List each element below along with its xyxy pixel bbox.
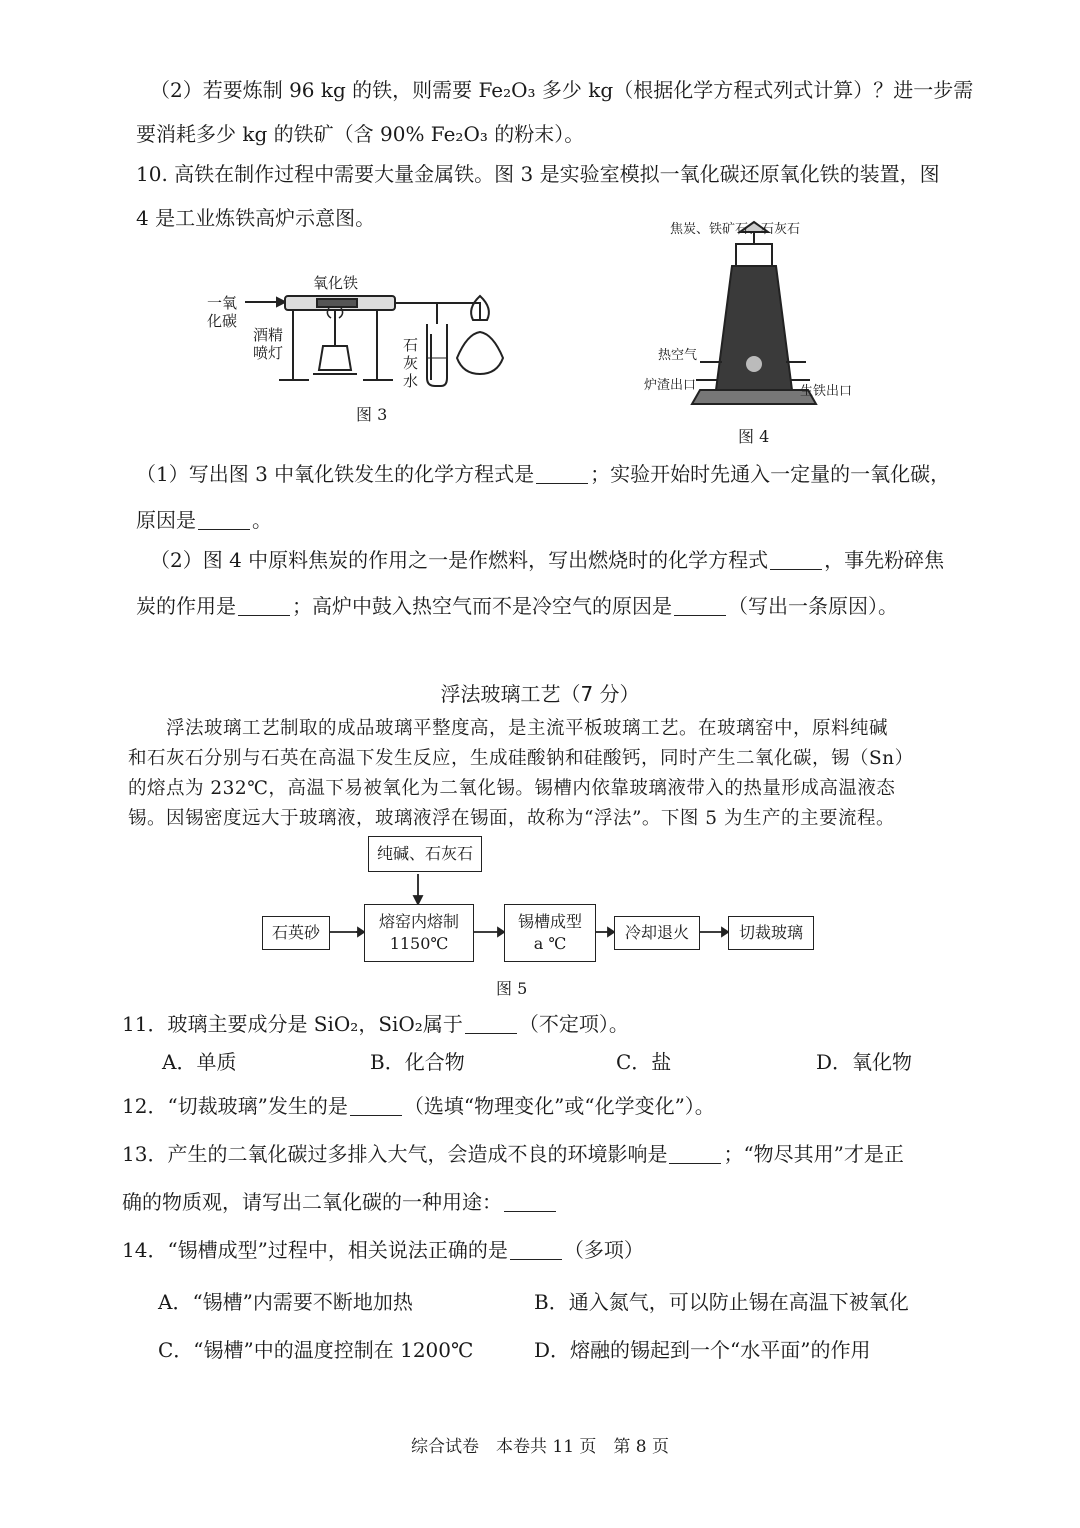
fig4-label-slag-outlet: 炉渣出口 [644, 378, 697, 393]
q11-stem [122, 1010, 629, 1038]
q9-part2-line1: （2）若要炼制 96 kg 的铁，则需要 Fe₂O₃ 多少 kg（根据化学方程式列式计算）？进一步需 [150, 78, 974, 102]
q12-text-a: 12．“切裁玻璃”发生的是 [122, 1094, 348, 1118]
q14-option-d[interactable]: D．熔融的锡起到一个“水平面”的作用 [534, 1338, 871, 1362]
q10-part2-text-c: 炭的作用是 [136, 594, 236, 618]
q9-part2-line2: 要消耗多少 kg 的铁矿（含 90% Fe₂O₃ 的粉末）。 [136, 122, 585, 146]
fig3-label-limewater-3: 水 [403, 372, 419, 390]
answer-blank[interactable] [465, 1013, 517, 1034]
flow-box-tin-bath-label: 锡槽成型 [517, 912, 582, 931]
page-footer: 综合试卷 本卷共 11 页 第 8 页 [410, 1437, 670, 1457]
fig3-label-co-line1: 一氧 [207, 294, 238, 312]
flow-box-cutting: 切裁玻璃 [728, 916, 814, 950]
q10-part2-line2 [136, 592, 898, 620]
q10-part1-text-d: 。 [252, 508, 272, 532]
q11-option-b[interactable]: B．化合物 [370, 1050, 465, 1074]
q10-stem-line1: 10. 高铁在制作过程中需要大量金属铁。图 3 是实验室模拟一氧化碳还原氧化铁的装置，图 [136, 162, 940, 186]
fig4-label-iron-outlet: 生铁出口 [800, 384, 853, 399]
fig3-label-limewater-2: 灰 [403, 354, 419, 372]
answer-blank[interactable] [198, 509, 250, 530]
q10-part2-line1 [150, 546, 944, 574]
flow-box-tin-bath [504, 904, 596, 962]
answer-blank[interactable] [350, 1095, 402, 1116]
flow-box-kiln-temp: 1150℃ [389, 934, 449, 953]
flow-box-soda-limestone: 纯碱、石灰石 [368, 836, 482, 872]
q11-text-b: （不定项）。 [518, 1012, 629, 1036]
q10-part1-text-a: （1）写出图 3 中氧化铁发生的化学方程式是 [136, 462, 535, 486]
answer-blank[interactable] [674, 595, 726, 616]
fig3-caption: 图 3 [356, 405, 388, 424]
q14-option-b[interactable]: B．通入氮气，可以防止锡在高温下被氧化 [534, 1290, 909, 1314]
fig3-label-lamp-line1: 酒精 [253, 326, 284, 344]
q10-part1-line2 [136, 506, 272, 534]
q10-part2-text-e: （写出一条原因）。 [728, 594, 898, 618]
answer-blank[interactable] [504, 1191, 556, 1212]
answer-blank[interactable] [238, 595, 290, 616]
q10-part1-text-b: ；实验开始时先通入一定量的一氧化碳， [590, 462, 951, 486]
figure-3 [205, 262, 535, 402]
passage-line-4: 锡。因锡密度远大于玻璃液，玻璃液浮在锡面，故称为“浮法”。下图 5 为生产的主要流程。 [128, 808, 895, 829]
fig4-label-raw-materials: 焦炭、铁矿石、石灰石 [670, 222, 801, 237]
flow-box-tin-bath-temp: a ℃ [533, 934, 567, 953]
flow-box-kiln [364, 904, 474, 962]
q11-option-a[interactable]: A．单质 [162, 1050, 237, 1074]
q10-part1-line1 [136, 460, 950, 488]
passage-line-3: 的熔点为 232℃，高温下易被氧化为二氧化锡。锡槽内依靠玻璃液带入的热量形成高温液态 [128, 778, 896, 799]
q13-text-b: ；“物尽其用”才是正 [723, 1142, 904, 1166]
answer-blank[interactable] [536, 463, 588, 484]
fig3-label-fe2o3: 氧化铁 [313, 274, 359, 292]
q11-option-d[interactable]: D．氧化物 [816, 1050, 913, 1074]
q14-text-b: （多项） [563, 1238, 644, 1262]
q13-text-c: 确的物质观，请写出二氧化碳的一种用途： [122, 1190, 502, 1214]
fig5-caption: 图 5 [496, 979, 528, 998]
q12-stem [122, 1092, 715, 1120]
fig3-label-lamp-line2: 喷灯 [253, 344, 284, 362]
q10-part2-text-d: ；高炉中鼓入热空气而不是冷空气的原因是 [292, 594, 672, 618]
q10-part2-text-b: ，事先粉碎焦 [824, 548, 945, 572]
q13-stem-line1 [122, 1140, 904, 1168]
flow-box-kiln-label: 熔窑内熔制 [378, 912, 459, 931]
q12-text-b: （选填“物理变化”或“化学变化”）。 [403, 1094, 715, 1118]
q13-text-a: 13．产生的二氧化碳过多排入大气，会造成不良的环境影响是 [122, 1142, 668, 1166]
q14-text-a: 14．“锡槽成型”过程中，相关说法正确的是 [122, 1238, 508, 1262]
answer-blank[interactable] [510, 1239, 562, 1260]
answer-blank[interactable] [669, 1143, 721, 1164]
q10-part1-text-c: 原因是 [136, 508, 196, 532]
fig4-label-hot-air: 热空气 [658, 348, 698, 363]
q10-part2-text-a: （2）图 4 中原料焦炭的作用之一是作燃料，写出燃烧时的化学方程式 [150, 548, 769, 572]
q14-option-c[interactable]: C．“锡槽”中的温度控制在 1200℃ [158, 1338, 474, 1362]
passage-line-1: 浮法玻璃工艺制取的成品玻璃平整度高，是主流平板玻璃工艺。在玻璃窑中，原料纯碱 [166, 718, 889, 739]
passage-line-2: 和石灰石分别与石英在高温下发生反应，生成硅酸钠和硅酸钙，同时产生二氧化碳，锡（Sn） [128, 748, 914, 769]
answer-blank[interactable] [770, 549, 822, 570]
section-title: 浮法玻璃工艺（7 分） [440, 682, 640, 706]
q10-stem-line2: 4 是工业炼铁高炉示意图。 [136, 206, 376, 230]
fig4-caption: 图 4 [738, 427, 770, 446]
q13-stem-line2 [122, 1188, 558, 1216]
figure-5-flowchart [258, 836, 818, 966]
reading-passage [128, 714, 928, 834]
fig3-label-limewater-1: 石 [403, 336, 419, 354]
figure-4 [640, 214, 870, 444]
flow-box-quartz-sand: 石英砂 [262, 916, 330, 950]
q11-text-a: 11．玻璃主要成分是 SiO₂，SiO₂属于 [122, 1012, 463, 1036]
q14-option-a[interactable]: A．“锡槽”内需要不断地加热 [158, 1290, 413, 1314]
flow-box-annealing: 冷却退火 [614, 916, 700, 950]
q14-stem [122, 1236, 644, 1264]
q11-option-c[interactable]: C．盐 [616, 1050, 672, 1074]
fig3-label-co-line2: 化碳 [207, 312, 238, 330]
